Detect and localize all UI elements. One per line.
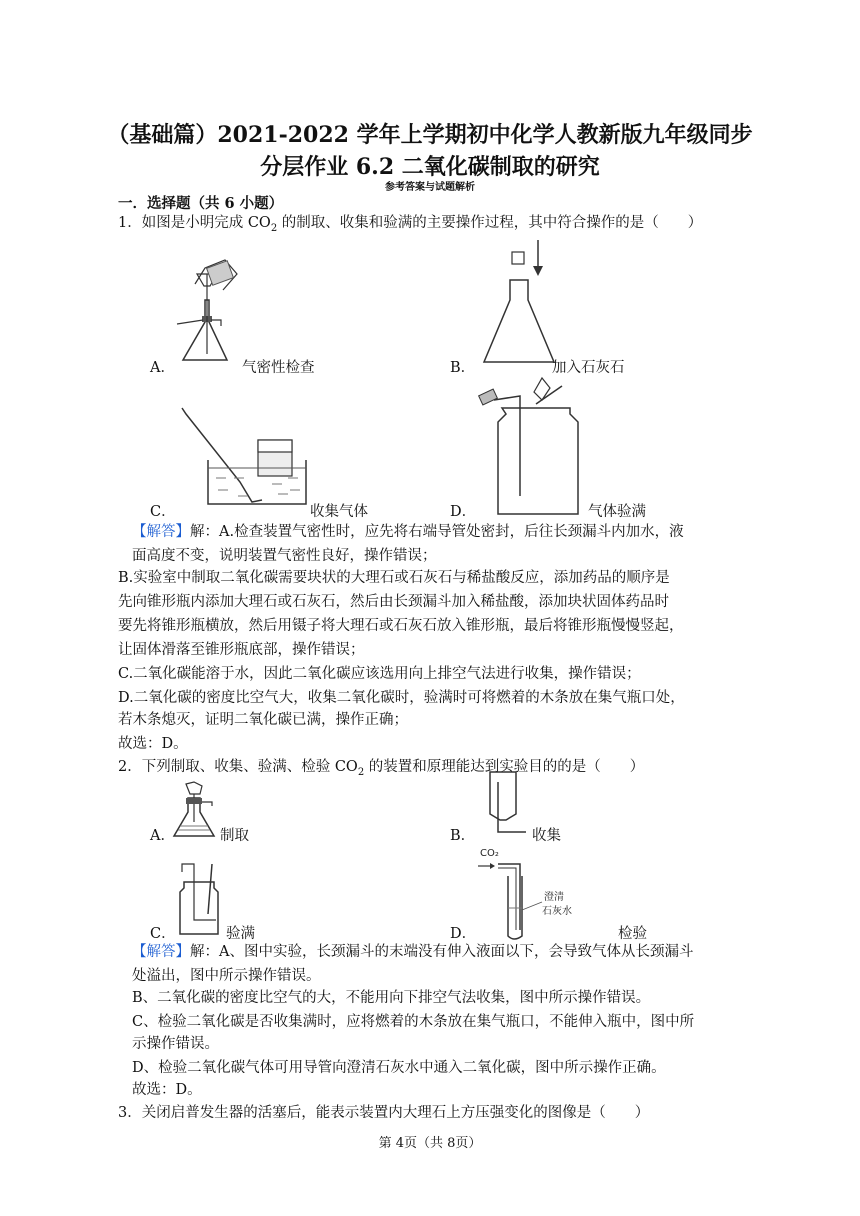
q2-figure-a xyxy=(172,782,222,840)
q2-answer-line-5: 示操作错误。 xyxy=(132,1036,219,1052)
q1-option-a: A． xyxy=(150,360,175,376)
q1-figure-a xyxy=(175,264,255,368)
q2-option-d: D． xyxy=(450,926,477,942)
q2-figure-d xyxy=(476,844,606,944)
q2-answer-line-1: 【解答】解：A、图中实验，长颈漏斗的末端没有伸入液面以下，会导致气体从长颈漏斗 xyxy=(132,944,694,960)
q1-option-d-caption: 气体验满 xyxy=(588,504,646,520)
q2-answer-line-3: B、二氧化碳的密度比空气的大，不能用向下排空气法收集，图中所示操作错误。 xyxy=(132,990,651,1006)
q2-figure-b xyxy=(486,770,530,842)
q1-answer-line-8: D.二氧化碳的密度比空气大，收集二氧化碳时，验满时可将燃着的木条放在集气瓶口处， xyxy=(118,690,685,706)
q2-option-c: C． xyxy=(150,926,176,942)
q2-option-b-caption: 收集 xyxy=(532,828,561,844)
q2-figure-c xyxy=(178,860,222,936)
q2-option-d-caption: 检验 xyxy=(618,926,647,942)
q1-answer-line-9: 若木条熄灭，证明二氧化碳已满，操作正确； xyxy=(118,712,408,728)
q2-fig-d-label-2: 石灰水 xyxy=(542,906,572,917)
q2-option-b: B． xyxy=(450,828,476,844)
q1-answer-line-6: 让固体滑落至锥形瓶底部，操作错误； xyxy=(118,642,365,658)
q1-answer-line-10: 故选：D。 xyxy=(118,736,188,752)
q2-option-a: A． xyxy=(150,828,175,844)
q2-fig-d-gas-label: CO₂ xyxy=(480,848,499,859)
q1-figure-c xyxy=(178,404,308,514)
title-line-2: 分层作业 6.2 二氧化碳制取的研究 xyxy=(260,154,600,180)
q1-option-b-caption: 加入石灰石 xyxy=(552,360,625,376)
answer-tag: 【解答】 xyxy=(132,524,190,540)
q1-figure-b xyxy=(480,236,570,370)
q1-answer-line-5: 要先将锥形瓶横放，然后用镊子将大理石或石灰石放入锥形瓶，最后将锥形瓶慢慢竖起， xyxy=(118,618,684,634)
question-2-stem: 2．下列制取、收集、验满、检验 $CO_2$ 的装置和原理能达到实验目的的是（ ） xyxy=(118,759,645,778)
q1-option-a-caption: 气密性检查 xyxy=(242,360,315,376)
q2-option-a-caption: 制取 xyxy=(220,828,249,844)
page-footer: 第 4页（共 8页） xyxy=(378,1136,482,1151)
q2-fig-d-label-1: 澄清 xyxy=(544,892,564,903)
question-1-stem: 1．如图是小明完成 $CO_2$ 的制取、收集和验满的主要操作过程，其中符合操作的是（ ） xyxy=(118,215,703,234)
q1-option-d: D． xyxy=(450,504,477,520)
q1-option-c-caption: 收集气体 xyxy=(310,504,368,520)
q1-option-c: C． xyxy=(150,504,176,520)
q1-figure-d xyxy=(476,378,596,516)
q1-answer-line-1: 【解答】解：A.检查装置气密性时，应先将右端导管处密封，后往长颈漏斗内加水，液 xyxy=(132,524,684,540)
q1-answer-line-7: C.二氧化碳能溶于水，因此二氧化碳应该选用向上排空气法进行收集，操作错误； xyxy=(118,666,641,682)
answer-tag: 【解答】 xyxy=(132,944,190,960)
section-heading: 一．选择题（共 6 小题） xyxy=(118,195,284,212)
q2-answer-line-4: C、检验二氧化碳是否收集满时，应将燃着的木条放在集气瓶口，不能伸入瓶中，图中所 xyxy=(132,1014,695,1030)
q1-answer-line-4: 先向锥形瓶内添加大理石或石灰石，然后由长颈漏斗加入稀盐酸，添加块状固体药品时 xyxy=(118,594,669,610)
subtitle: 参考答案与试题解析 xyxy=(385,182,475,193)
question-3-stem: 3．关闭启普发生器的活塞后，能表示装置内大理石上方压强变化的图像是（ ） xyxy=(118,1105,650,1121)
title-line-1: （基础篇）2021-2022 学年上学期初中化学人教新版九年级同步 xyxy=(107,122,753,148)
q2-answer-line-2: 处溢出，图中所示操作错误。 xyxy=(132,968,321,984)
q2-answer-line-6: D、检验二氧化碳气体可用导管向澄清石灰水中通入二氧化碳，图中所示操作正确。 xyxy=(132,1060,666,1076)
q2-option-c-caption: 验满 xyxy=(226,926,255,942)
q1-option-b: B． xyxy=(450,360,476,376)
q1-answer-line-2: 面高度不变，说明装置气密性良好，操作错误； xyxy=(132,548,437,564)
q1-answer-line-3: B.实验室中制取二氧化碳需要块状的大理石或石灰石与稀盐酸反应，添加药品的顺序是 xyxy=(118,570,670,586)
q2-answer-line-7: 故选：D。 xyxy=(132,1082,202,1098)
